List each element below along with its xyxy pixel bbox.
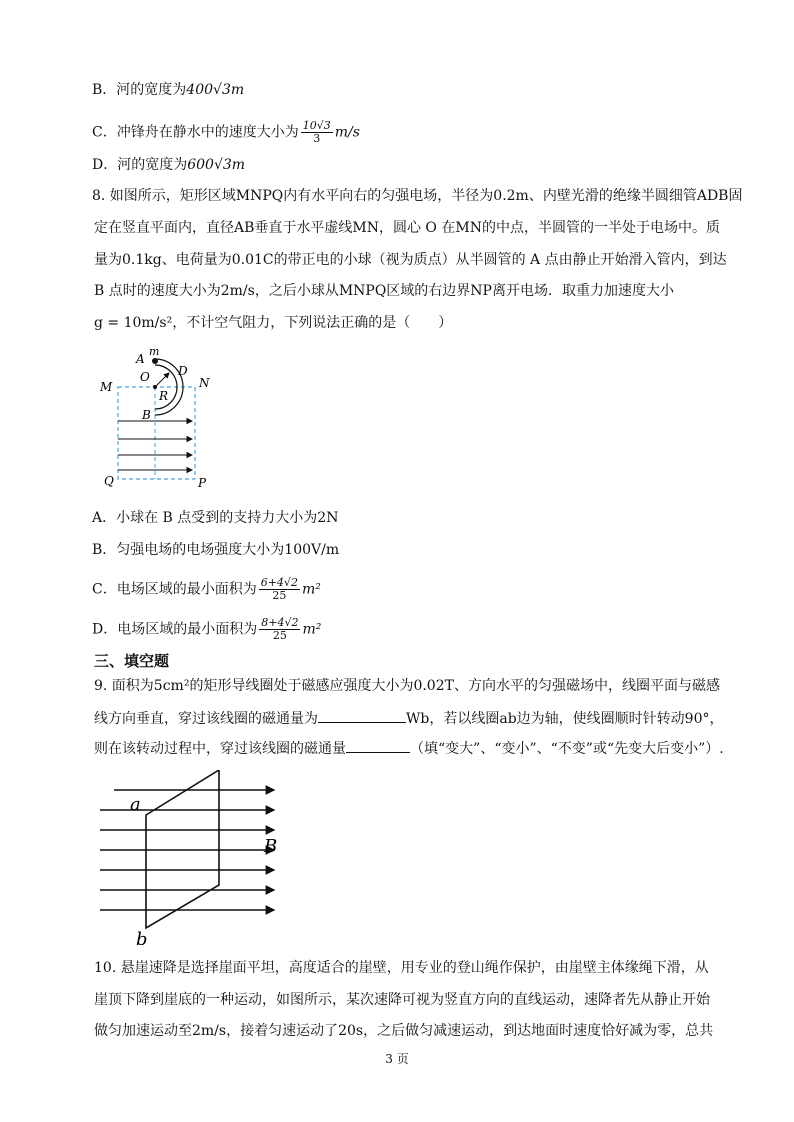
q8-option-d: D．电场区域的最小面积为 $\frac{8+4√2}{25}$ m² (92, 616, 322, 642)
q9-line-1: 9. 面积为5cm²的矩形导线圈处于磁感应强度大小为0.02T、方向水平的匀强磁场中，线圈平面与磁感 (94, 678, 720, 694)
label-field-b: B (264, 836, 278, 857)
q10-line-1: 10. 悬崖速降是选择崖面平坦，高度适合的崖壁，用专业的登山绳作保护，由崖壁主体缘绳下滑，从 (94, 960, 709, 976)
page-number: 3 页 (385, 1052, 409, 1066)
fraction: $\frac{10√3}{3}$ (302, 119, 331, 145)
q8-option-c: C．电场区域的最小面积为 $\frac{6+4√2}{25}$ m² (92, 576, 321, 602)
label-d: D (178, 364, 188, 378)
label-r: R (159, 389, 169, 403)
q7-option-d: D．河的宽度为600√3m (92, 157, 246, 173)
label-a: A (136, 352, 145, 366)
answer-blank-2[interactable] (346, 738, 410, 753)
label-b: B (142, 408, 151, 422)
section-title: 三、填空题 (94, 652, 170, 670)
q9-coil-diagram (94, 770, 294, 945)
q7-option-c: C．冲锋舟在静水中的速度大小为 $\frac{10√3}{3}$ m/s (92, 119, 360, 145)
label-m: m (149, 345, 160, 358)
q10-line-2: 崖顶下降到崖底的一种运动，如图所示，某次速降可视为竖直方向的直线运动，速降者先从静止开始 (94, 992, 710, 1008)
q8-line-3: 量为0.1kg、电荷量为0.01C的带正电的小球（视为质点）从半圆管的 A 点由静止开始滑入管内，到达 (94, 252, 727, 268)
q8-line-4: B 点时的速度大小为2m/s，之后小球从MNPQ区域的右边界NP离开电场．取重力加速度大小 (94, 283, 674, 299)
q7-option-b: B．河的宽度为400√3m (92, 82, 245, 98)
fraction: $\frac{8+4√2}{25}$ (261, 616, 299, 642)
label-n: N (199, 376, 210, 390)
label-b: b (136, 929, 148, 945)
q8-field-diagram (96, 345, 216, 490)
answer-blank-1[interactable] (318, 708, 406, 723)
q10-line-3: 做匀加速运动至2m/s，接着匀速运动了20s，之后做匀减速运动，到达地面时速度恰好减为零，总共 (94, 1023, 714, 1039)
q8-line-2: 定在竖直平面内，直径AB垂直于水平虚线MN，圆心 O 在MN的中点，半圆管的一半处于电场中。质 (94, 220, 720, 236)
label-a: a (130, 794, 141, 815)
q9-line-2: 线方向垂直，穿过该线圈的磁通量为 Wb，若以线圈ab边为轴，使线圈顺时针转动90°， (94, 708, 723, 729)
fraction: $\frac{6+4√2}{25}$ (260, 576, 298, 602)
label-m-corner: M (100, 380, 113, 394)
q8-option-b: B．匀强电场的电场强度大小为100V/m (92, 542, 340, 558)
label-o: O (140, 370, 150, 384)
ball (152, 358, 158, 364)
magnetic-field-lines (100, 790, 274, 910)
field-region (118, 387, 195, 479)
coil (146, 770, 219, 928)
q8-line-5: g = 10m/s²，不计空气阻力，下列说法正确的是（ ） (94, 315, 453, 331)
label-q: Q (104, 474, 114, 488)
q8-option-a: A．小球在 B 点受到的支持力大小为2N (92, 510, 339, 526)
q9-line-3: 则在该转动过程中，穿过该线圈的磁通量 （填“变大”、“变小”、“不变”或“先变大后变小”）. (94, 738, 724, 759)
label-p: P (198, 476, 207, 490)
q8-line-1: 8. 如图所示，矩形区域MNPQ内有水平向右的匀强电场，半径为0.2m、内壁光滑的绝缘半圆细管ADB固 (92, 188, 743, 204)
